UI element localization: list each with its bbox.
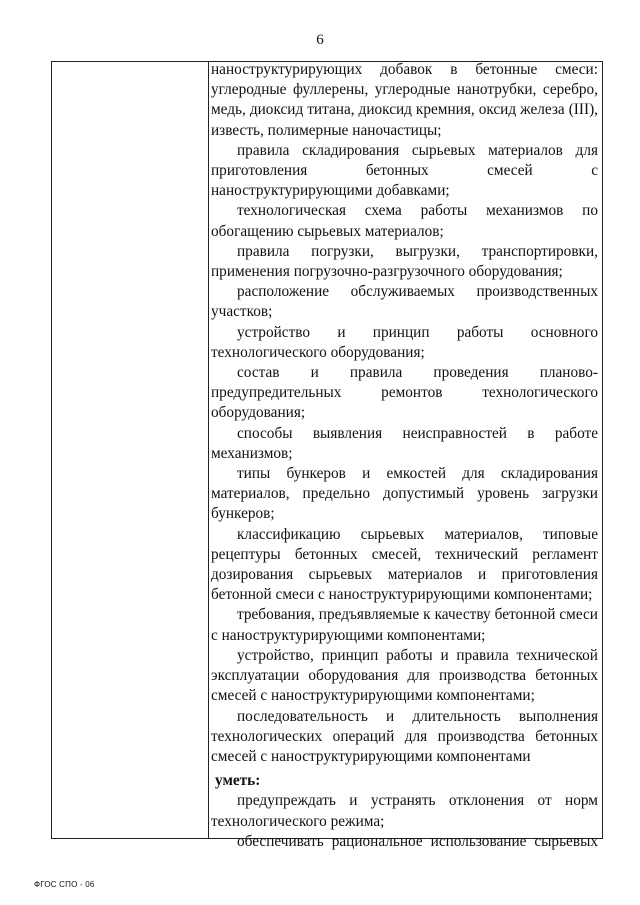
- knowledge-item: способы выявления неисправностей в работе механизмов;: [211, 424, 598, 462]
- skill-item: предупреждать и устранять отклонения от норм технологического режима;: [211, 792, 598, 830]
- requirements-table: [51, 61, 603, 850]
- knowledge-item: наноструктурирующих добавок в бетонные смеси: углеродные фуллерены, углеродные нанотрубки, серебро, медь, диоксид титана, диоксид кремния, оксид железа (III), известь, полимерные наночастицы;: [211, 61, 598, 139]
- knowledge-item: правила складирования сырьевых материалов для приготовления бетонных смесей с наноструктурирующими добавками;: [211, 141, 598, 200]
- page-number: 6: [316, 32, 324, 48]
- knowledge-item: последовательность и длительность выполнения технологических операций для производства бетонных смесей с наноструктурирующими компонентами: [211, 707, 598, 765]
- knowledge-item: типы бункеров и емкостей для складирования материалов, предельно допустимый уровень загрузки бункеров;: [211, 465, 598, 523]
- table-column-divider: [208, 62, 209, 838]
- knowledge-item: устройство, принцип работы и правила технической эксплуатации оборудования для производства бетонных смесей с наноструктурирующими компонентами;: [211, 646, 598, 705]
- knowledge-item: правила погрузки, выгрузки, транспортировки, применения погрузочно-разгрузочного оборудования;: [211, 242, 598, 281]
- table-content-cell: [211, 60, 598, 852]
- knowledge-item: состав и правила проведения планово-предупредительных ремонтов технологического оборудования;: [211, 364, 598, 422]
- knowledge-item: устройство и принцип работы основного технологического оборудования;: [211, 323, 598, 361]
- knowledge-item: требования, предъявляемые к качеству бетонной смеси с наноструктурирующими компонентами;: [211, 606, 598, 644]
- knowledge-item: классификацию сырьевых материалов, типовые рецептуры бетонных смесей, технический регламент дозирования сырьевых материалов и приготовления бетонной смеси с наноструктурирующими компонентами;: [211, 525, 598, 604]
- knowledge-item: технологическая схема работы механизмов по обогащению сырьевых материалов;: [211, 202, 598, 240]
- footer-document-code: ФГОС СПО - 06: [34, 880, 95, 889]
- skill-item: обеспечивать рациональное использование сырьевых: [237, 832, 598, 850]
- knowledge-item: расположение обслуживаемых производственных участков;: [211, 283, 598, 321]
- skills-heading: уметь:: [215, 772, 261, 790]
